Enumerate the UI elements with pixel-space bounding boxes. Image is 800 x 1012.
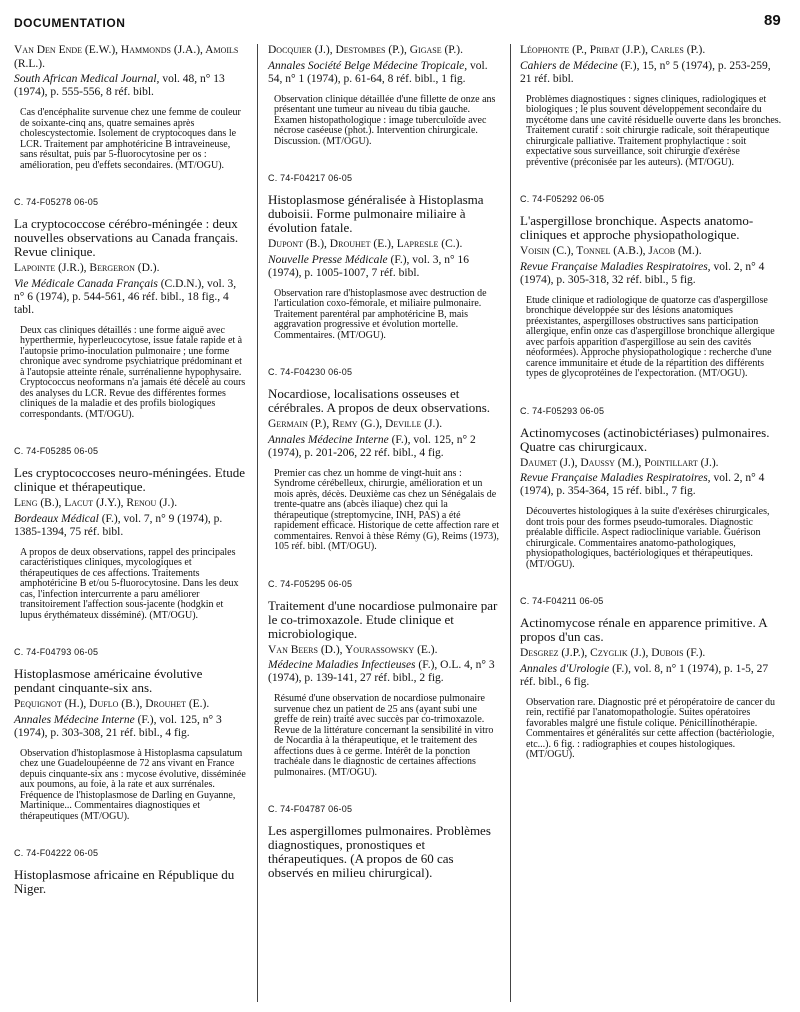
entry-code: C. 74-F04230 06-05 [268, 367, 353, 377]
entry-code: C. 74-F05293 06-05 [520, 405, 605, 416]
citation-details: (F.), vol. 125, n° 3 (1974), p. 303-308, 21 réf. bibl., 4 fig. [14, 713, 222, 739]
citation-details: (F.), O.L. 4, n° 3 (1974), p. 139-141, 27 réf. bibl., 2 fig. [268, 659, 495, 684]
entry-title: Actinomycoses (actinobictériases) pulmonaires. Quatre cas chirurgicaux. [520, 424, 770, 454]
journal-name: Nouvelle Presse Médicale [268, 253, 388, 266]
abstract-entry [268, 804, 500, 880]
journal-name: Annales Médecine Interne [14, 713, 135, 726]
entry-abstract: Observation rare. Diagnostic pré et péropératoire de cancer du rein, rectifié par l'anatomopathologie. Suites opératoires favorables malgré une fistule colique. Pénicillinothérapie. Commentaires et généralités sur cette affection (bactériologie, etc...). 6 fig. : radiographies et coupes histologiques. (MT/OGU). [526, 696, 776, 760]
entry-code: C. 74-F04222 06-05 [14, 848, 99, 858]
entry-code: C. 74-F04793 06-05 [14, 647, 99, 657]
column-3 [520, 44, 784, 787]
citation-details: (F.), vol. 8, n° 1 (1974), p. 1-5, 27 réf. bibl., 6 fig. [520, 662, 769, 688]
journal-name: Annales d'Urologie [520, 662, 610, 675]
journal-name: Vie Médicale Canada Français [14, 277, 158, 290]
entry-authors: Germain (P.), Remy (G.), Deville (J.). [268, 418, 443, 430]
entry-source [14, 513, 246, 539]
entry-authors: Daumet (J.), Daussy (M.), Pointillart (J.). [520, 456, 719, 469]
entry-source [520, 663, 784, 689]
journal-name: Annales Société Belge Médecine Tropicale, [268, 59, 468, 72]
entry-source [14, 714, 246, 740]
entry-code: C. 74-F05278 06-05 [14, 197, 99, 207]
entry-authors: Voisin (C.), Tonnel (A.B.), Jacob (M.). [520, 245, 702, 257]
journal-name: Médecine Maladies Infectieuses [268, 659, 416, 671]
entry-authors: Docquier (J.), Destombes (P.), Gigase (P.). [268, 44, 463, 56]
entry-title: L'aspergillose bronchique. Aspects anatomo-cliniques et approche physiopathologique. [520, 213, 754, 242]
entry-code: C. 74-F04211 06-05 [520, 596, 604, 606]
entry-title: Nocardiose, localisations osseuses et cérébrales. A propos de deux observations. [268, 386, 491, 415]
entry-authors: Van Den Ende (E.W.), Hammonds (J.A.), Amoils (R.L.). [14, 44, 239, 70]
entry-abstract: Résumé d'une observation de nocardiose pulmonaire survenue chez un patient de 25 ans (ayant subi une greffe de rein) traité avec succès par co-trimoxazole. Revue de la littérature concernant la sensibilité in vitro de Nocardia à la thérapeutique, et le traitement des affections dues à ce germe. Intérêt de la ponction trachéale dans le diagnostic de certaines affections pulmonaires. (MT/OGU). [274, 693, 494, 778]
entry-abstract: Cas d'encéphalite survenue chez une femme de couleur de soixante-cinq ans, quatre semaines après cholescystectomie. Isolement de cryptocoques dans le LCR. Traitement par amphotéricine B intraveineuse, sans résultat, puis par 5-fluorocytosine per os : amélioration, peu d'effets secondaires. (MT/OGU). [20, 107, 241, 171]
page-number: 89 [764, 12, 781, 29]
entry-abstract: Etude clinique et radiologique de quatorze cas d'aspergillose bronchique développée sur des lésions anatomiques préexistantes, aspergilloses obstructives sans participation allergique, enfin onze cas d'aspergillose bronchique allergique avec parfois apparition d'aspergillose au sein des cavités néoformées). Approche physiopathologique : recherche d'une carence immunitaire et étude de la répartition des différents types de glycoprotéines de l'expectoration. (MT/OGU). [526, 294, 775, 379]
abstract-entry [268, 367, 500, 553]
citation-details: (F.), vol. 125, n° 2 (1974), p. 201-206, 22 réf. bibl., 4 fig. [268, 433, 476, 459]
abstract-entry [520, 194, 784, 380]
abstract-entry [14, 44, 246, 171]
citation-details: vol. 54, n° 1 (1974), p. 61-64, 8 réf. bibl., 1 fig. [268, 59, 488, 85]
abstract-entry [268, 579, 500, 779]
entry-title: Les aspergillomes pulmonaires. Problèmes diagnostiques, pronostiques et thérapeutiques. (A propos de 60 cas observés en milieu chirurgical). [268, 823, 491, 880]
entry-source [520, 261, 784, 287]
entry-source [268, 254, 500, 280]
entry-abstract: Problèmes diagnostiques : signes cliniques, radiologiques et biologiques ; le plus souvent développement secondaire du mycétome dans une cavité résiduelle ouverte dans les bronches. Traitement curatif : soit chirurgie radicale, soit thérapeutique chirurgicale palliative. Traitement prophylactique : soit expectative sous surveillance, soit chirurgie d'exérèse préventive (préconisée par les auteurs). (MT/OGU). [526, 93, 782, 168]
entry-title: Histoplasmose généralisée à Histoplasma duboisii. Forme pulmonaire miliaire à évolution fatale. [268, 192, 484, 235]
abstract-entry [520, 44, 784, 168]
abstract-entry [14, 446, 246, 621]
entry-abstract: Premier cas chez un homme de vingt-huit ans : Syndrome cérébelleux, chirurgie, amélioration et un mois après, décès. Deuxième cas chez un Sénégalais de trente-quatre ans (abcès iliaque) chez qui la thérapeutique (streptomycine, INH, PAS) a été rapidement efficace. Historique de cette affection rare et commentaires. Renvoi à thèse Rémy (G), Reims (1973), 105 réf. bibl. (MT/OGU). [274, 467, 500, 552]
entry-source [268, 60, 500, 86]
entry-abstract: A propos de deux observations, rappel des principales caractéristiques cliniques, mycologiques et thérapeutiques de ces affections. Traitements amphotéricine B et/ou 5-fluorocytosine. Dans les deux cas, l'infection intercurrente a paru améliorer transitoirement l'affection sous-jacente (hodgkin et lupus érythémateux disséminé). (MT/OGU). [20, 546, 239, 621]
citation-details: (F.), vol. 3, n° 16 (1974), p. 1005-1007, 7 réf. bibl. [268, 253, 469, 279]
entry-source [14, 278, 246, 317]
entry-title: Traitement d'une nocardiose pulmonaire par le co-trimoxazole. Etude clinique et microbiologique. [268, 597, 498, 641]
entry-authors: Leng (B.), Lacut (J.Y.), Renou (J.). [14, 497, 178, 509]
entry-authors: Pequignot (H.), Duflo (B.), Drouhet (E.). [14, 698, 210, 710]
entry-abstract: Deux cas cliniques détaillés : une forme aiguë avec hyperthermie, hyperleucocytose, issue fatale rapide et à l'autopsie primo-inoculation pulmonaire ; une forme chronique avec syndrome psychiatrique prédominant et à l'autopsie atteinte rénale, surrénalienne hypophysaire. Cryptococcus neoformans n'a jamais été décelé au cours des analyses du LCR. Revue des différentes formes cliniques de la maladie et des profils biologiques correspondants. (MT/OGU). [20, 324, 246, 420]
entry-authors: Dupont (B.), Drouhet (E.), Lapresle (C.). [268, 238, 463, 250]
entry-abstract: Observation d'histoplasmose à Histoplasma capsulatum chez une Guadeloupéenne de 72 ans vivant en France depuis cinquante-six ans : mycose évolutive, disséminée aux poumons, au foie, à la rate et aux surrénales. Fréquence de l'histoplasmose de Darling en Guyanne, Martinique... Commentaires diagnostiques et thérapeutiques (MT/OGU). [20, 747, 246, 822]
entry-authors: Desgrez (J.P.), Czyglik (J.), Dubois (F.). [520, 647, 706, 659]
abstract-entry [520, 406, 784, 571]
journal-name: South African Medical Journal, [14, 73, 160, 85]
journal-name: Bordeaux Médical [14, 512, 99, 525]
abstract-entry [520, 596, 784, 761]
journal-name: Revue Française Maladies Respiratoires, [520, 260, 711, 273]
entry-title: La cryptococcose cérébro-méningée : deux nouvelles observations au Canada français. Revue clinique. [14, 216, 239, 259]
entry-code: C. 74-F04217 06-05 [268, 173, 353, 183]
abstract-entry [268, 44, 500, 147]
entry-authors: Van Beers (D.), Yourassowsky (E.). [268, 643, 438, 656]
entry-abstract: Découvertes histologiques à la suite d'exérèses chirurgicales, dont trois pour des formes pseudo-tumorales. Diagnostic préalable difficile. Aspect radioclinique variable. Guérison chirurgicale. Commentaires anatomo-pathologiques, physiopathologiques, bactériologiques et thérapeutiques. (MT/OGU). [526, 506, 770, 570]
citation-details: (F.), vol. 7, n° 9 (1974), p. 1385-1394, 75 réf. bibl. [14, 512, 223, 538]
abstract-entry [268, 173, 500, 341]
citation-details: (F.), 15, n° 5 (1974), p. 253-259, 21 réf. bibl. [520, 59, 771, 85]
entry-abstract: Observation rare d'histoplasmose avec destruction de l'articulation coxo-fémorale, et miliaire pulmonaire. Traitement parentéral par amphotéricine B, mais aggravation progressive et évolution mortelle. Commentaires. (MT/OGU). [274, 287, 487, 341]
column-divider [257, 44, 258, 1002]
entry-source [520, 60, 784, 86]
citation-details: vol. 2, n° 4 (1974), p. 354-364, 15 réf. bibl., 7 fig. [520, 472, 765, 497]
entry-code: C. 74-F04787 06-05 [268, 804, 353, 814]
journal-name: Annales Médecine Interne [268, 433, 389, 446]
entry-authors: Léophonte (P., Pribat (J.P.), Carles (P.). [520, 44, 706, 56]
entry-authors: Lapointe (J.R.), Bergeron (D.). [14, 262, 160, 274]
journal-name: Revue Française Maladies Respiratoires, [520, 472, 711, 484]
column-divider [510, 44, 511, 1002]
entry-source [14, 73, 246, 99]
abstract-entry [14, 848, 246, 896]
section-header: DOCUMENTATION [14, 16, 126, 30]
entry-title: Actinomycose rénale en apparence primitive. A propos d'un cas. [520, 615, 767, 644]
entry-code: C. 74-F05285 06-05 [14, 446, 99, 456]
abstract-entry [14, 197, 246, 420]
column-2 [268, 44, 500, 883]
column-1 [14, 44, 246, 899]
citation-details: vol. 48, n° 13 (1974), p. 555-556, 8 réf. bibl. [14, 73, 225, 98]
entry-source [268, 659, 500, 685]
entry-title: Histoplasmose américaine évolutive pendant cinquante-six ans. [14, 666, 203, 695]
entry-source [520, 472, 784, 498]
entry-code: C. 74-F05292 06-05 [520, 194, 605, 204]
citation-details: (C.D.N.), vol. 3, n° 6 (1974), p. 544-561, 46 réf. bibl., 18 fig., 4 tabl. [14, 277, 237, 316]
entry-code: C. 74-F05295 06-05 [268, 578, 353, 589]
entry-title: Les cryptococcoses neuro-méningées. Etude clinique et thérapeutique. [14, 465, 246, 494]
citation-details: vol. 2, n° 4 (1974), p. 305-318, 32 réf. bibl., 5 fig. [520, 260, 765, 286]
abstract-entry [14, 647, 246, 822]
entry-source [268, 434, 500, 460]
journal-name: Cahiers de Médecine [520, 59, 618, 72]
entry-abstract: Observation clinique détaillée d'une fillette de onze ans présentant une tumeur au niveau du tibia gauche. Examen histopathologique : image tuberculoïde avec nécrose caséeuse (phot.). Intervention chirurgicale. Discussion. (MT/OGU). [274, 93, 496, 147]
entry-title: Histoplasmose africaine en République du Niger. [14, 867, 235, 896]
